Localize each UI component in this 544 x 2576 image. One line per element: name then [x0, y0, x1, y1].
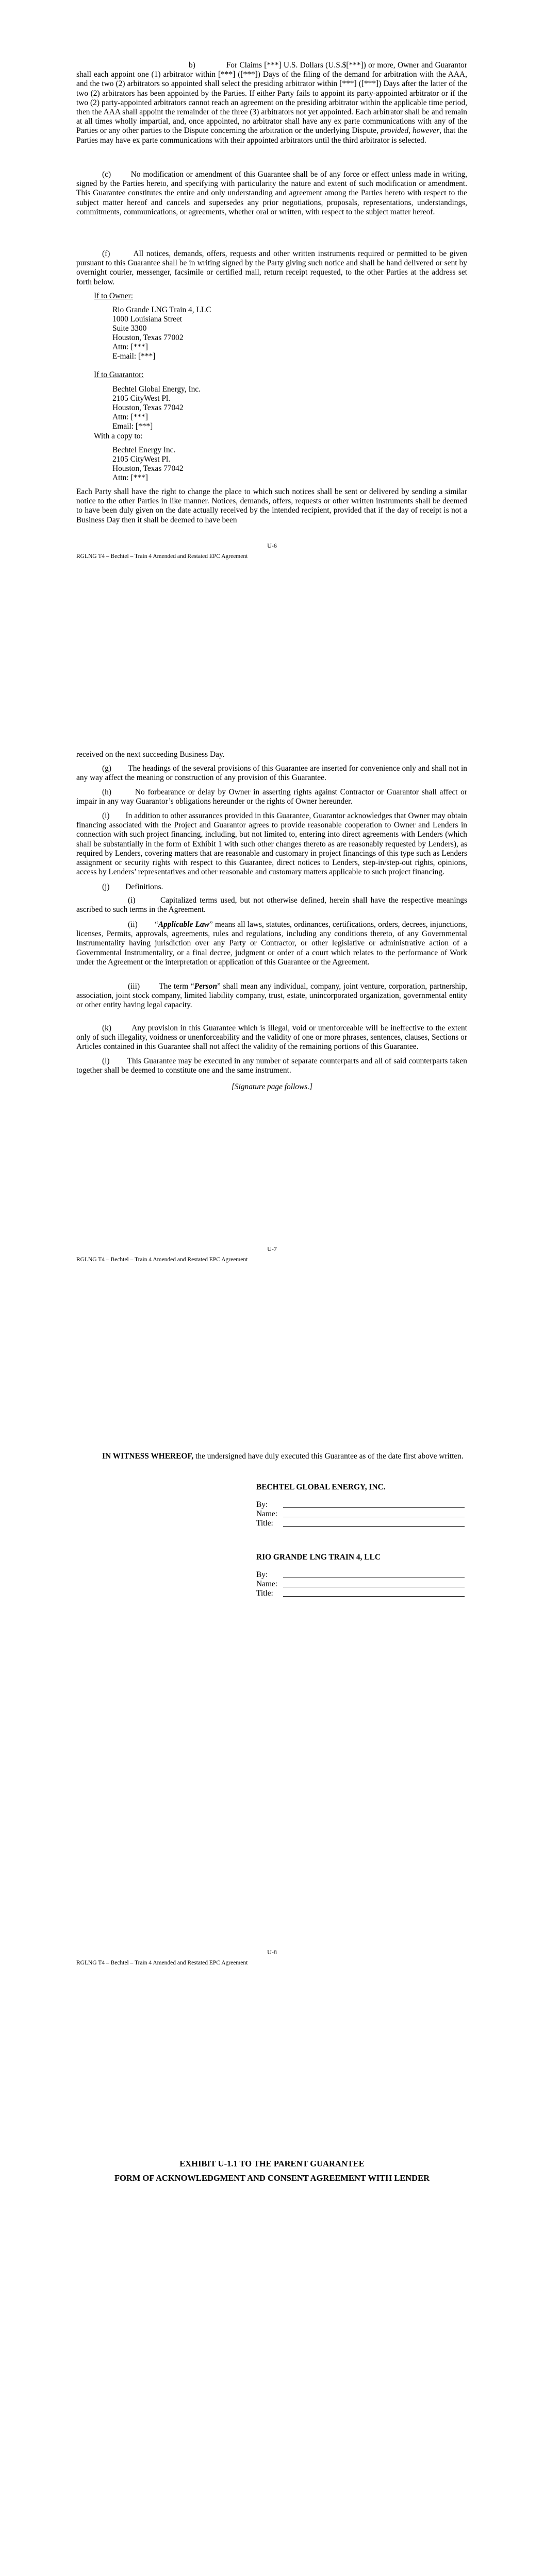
paragraph-b-tail: , that the Parties may have ex parte communications with their appointed arbitrators until the third arbitrator is selected.: [76, 126, 467, 145]
paragraph-k: (k) Any provision in this Guarantee which is illegal, void or unenforceable will be ineffective to the extent only of such illegality, voidness or unenforceability and the validity of one or more phrases, sentences, clauses, Sections or Articles contained in this Guarantee shall not affect the validity of the remaining portions of this Guarantee.: [76, 1024, 467, 1052]
page-number: U-8: [267, 1948, 277, 1956]
guarantor-address-line: Houston, Texas 77042: [112, 403, 184, 412]
paragraph-b-text: b) For Claims [***] U.S. Dollars (U.S.$[***]) or more, Owner and Guarantor shall each appoint one (1) arbitrator within [***] ([***]) Days of the filing of the demand for arbitration with the AAA, and the two (2) arbitrators so appointed shall select the presiding arbitrator within [***] ([***]) Days after the latter of the two (2) arbitrators has been appointed by the Parties. If either Party fails to appoint its party-appointed arbitrator or if the two (2) party-appointed arbitrators cannot reach an agreement on the presiding arbitrator within the applicable time period, then the AAA shall appoint the remainder of the three (3) arbitrators not yet appointed. Each arbitrator shall be and remain at all times wholly impartial, and, once appointed, no arbitrator shall have any ex parte communications with any of the Parties or any other parties to the Dispute concerning the arbitration or the underlying Dispute,: [76, 61, 467, 135]
paragraph-j: (j) Definitions.: [102, 883, 163, 891]
owner-address-line: Rio Grande LNG Train 4, LLC: [112, 306, 211, 314]
guarantor-address-line: 2105 CityWest Pl.: [112, 394, 171, 403]
owner-address-line: 1000 Louisiana Street: [112, 315, 183, 324]
guarantor-address-line: Bechtel Global Energy, Inc.: [112, 385, 201, 394]
exhibit-subtitle: FORM OF ACKNOWLEDGMENT AND CONSENT AGREEMENT WITH LENDER: [114, 2173, 430, 2183]
by-label: By:: [256, 1570, 268, 1579]
signatory-bechtel-name: BECHTEL GLOBAL ENERGY, INC.: [256, 1483, 386, 1492]
notice-closing-paragraph: Each Party shall have the right to change the place to which such notices shall be sent or delivered by sending a similar notice to the other Parties in like manner. Notices, demands, offers, requests or other written instruments shall be deemed to have been duly given on the date actually received by the intended recipient, provided that if the day of receipt is not a Business Day then it shall be deemed to have been: [76, 487, 467, 524]
signature-page-follows: [Signature page follows.]: [231, 1082, 313, 1091]
guarantor-label: If to Guarantor:: [94, 370, 144, 379]
paragraph-b-italic: provided, however: [381, 126, 440, 135]
owner-address-line: Attn: [***]: [112, 343, 148, 351]
term-applicable-law: Applicable Law: [158, 920, 209, 929]
owner-address-line: E-mail: [***]: [112, 352, 156, 361]
name-label: Name:: [256, 1510, 278, 1518]
title-label: Title:: [256, 1519, 273, 1528]
continuation-line: received on the next succeeding Business Day.: [76, 750, 225, 759]
page-number: U-6: [267, 542, 277, 549]
paragraph-j-iii-body: ” shall mean any individual, company, joint venture, corporation, partnership, association, joint stock company, limited liability company, trust, estate, unincorporated organization, governmental entity or other entity having legal capacity.: [76, 982, 467, 1010]
owner-address-line: Suite 3300: [112, 324, 147, 333]
copy-address-line: Bechtel Energy Inc.: [112, 446, 176, 454]
paragraph-j-ii-head: (ii) “: [128, 920, 158, 929]
in-witness-bold: IN WITNESS WHEREOF,: [102, 1452, 194, 1461]
paragraph-j-iii-head: (iii) The term “: [128, 982, 194, 991]
paragraph-j-ii-body: ” means all laws, statutes, ordinances, certifications, orders, decrees, injunctions, licenses, Permits, approvals, agreements, rules and regulations, including any conditions thereto, of any Governmental Instrumentality having jurisdiction over any Party or Contractor, or other legislative or administrative action of a Governmental Instrumentality, or a final decree, judgment or order of a court which relates to the performance of Work under the Agreement or the interpretation or application of this Guarantee or the Agreement.: [76, 920, 467, 967]
page-number: U-7: [267, 1245, 277, 1252]
signatory-rio-grande-name: RIO GRANDE LNG TRAIN 4, LLC: [256, 1553, 381, 1562]
paragraph-h: (h) No forbearance or delay by Owner in asserting rights against Contractor or Guarantor shall affect or impair in any way Guarantor’s obligations hereunder or the rights of Owner hereunder.: [76, 788, 467, 806]
page-footer: RGLNG T4 – Bechtel – Train 4 Amended and Restated EPC Agreement: [76, 1960, 248, 1966]
page-footer: RGLNG T4 – Bechtel – Train 4 Amended and Restated EPC Agreement: [76, 553, 248, 560]
exhibit-title: EXHIBIT U-1.1 TO THE PARENT GUARANTEE: [179, 2159, 365, 2168]
paragraph-g: (g) The headings of the several provisions of this Guarantee are inserted for convenience only and shall not in any way affect the meaning or construction of any provision of this Guarantee.: [76, 764, 467, 783]
guarantor-address-line: Email: [***]: [112, 422, 153, 431]
page-footer: RGLNG T4 – Bechtel – Train 4 Amended and Restated EPC Agreement: [76, 1257, 248, 1263]
by-label: By:: [256, 1500, 268, 1509]
paragraph-c: (c) No modification or amendment of this Guarantee shall be of any force or effect unless made in writing, signed by the Parties hereto, and specifying with particularity the nature and extent of such modification or amendment. This Guarantee constitutes the entire and only understanding and agreement among the Parties hereto with respect to the subject matter hereof and cancels and supersedes any prior negotiations, proposals, representations, understandings, commitments, communications, or agreements, whether oral or written, with respect to the subject matter hereof.: [76, 170, 467, 216]
paragraph-i: (i) In addition to other assurances provided in this Guarantee, Guarantor acknowledges that Owner may obtain financing associated with the Project and Guarantor agrees to provide reasonable cooperation to Owner and Lenders in connection with such project financing, including, but not limited to, entering into direct agreements with Lenders (which shall be substantially in the form of Exhibit 1 with such other changes thereto as are reasonably requested by Lenders), as required by Lenders, covering matters that are reasonable and customary in project financings of this type such as Lenders assignment or security rights with respect to this Guarantee, direct notices to Lenders, step-in/step-out rights, opinions, access by Lenders’ representatives and other reasonable and customary matters applicable to such project financing.: [76, 811, 467, 877]
title-label: Title:: [256, 1589, 273, 1598]
copy-address-line: 2105 CityWest Pl.: [112, 455, 171, 464]
copy-label: With a copy to:: [94, 432, 143, 440]
paragraph-j-i: (i) Capitalized terms used, but not otherwise defined, herein shall have the respective meanings ascribed to such terms in the Agreement.: [76, 896, 467, 914]
paragraph-l: (l) This Guarantee may be executed in any number of separate counterparts and all of said counterparts taken together shall be deemed to constitute one and the same instrument.: [76, 1057, 467, 1075]
name-label: Name:: [256, 1580, 278, 1588]
paragraph-f: (f) All notices, demands, offers, requests and other written instruments required or permitted to be given pursuant to this Guarantee shall be in writing signed by the Party giving such notice and shall be hand delivered or sent by overnight courier, messenger, facsimile or certified mail, return receipt requested, to the other Parties at the address set forth below.: [76, 249, 467, 286]
term-person: Person: [194, 982, 218, 991]
guarantor-address-line: Attn: [***]: [112, 413, 148, 421]
in-witness-text: the undersigned have duly executed this Guarantee as of the date first above written.: [193, 1452, 464, 1461]
copy-address-line: Houston, Texas 77042: [112, 464, 184, 473]
owner-label: If to Owner:: [94, 292, 134, 300]
copy-address-line: Attn: [***]: [112, 473, 148, 482]
owner-address-line: Houston, Texas 77002: [112, 333, 184, 342]
